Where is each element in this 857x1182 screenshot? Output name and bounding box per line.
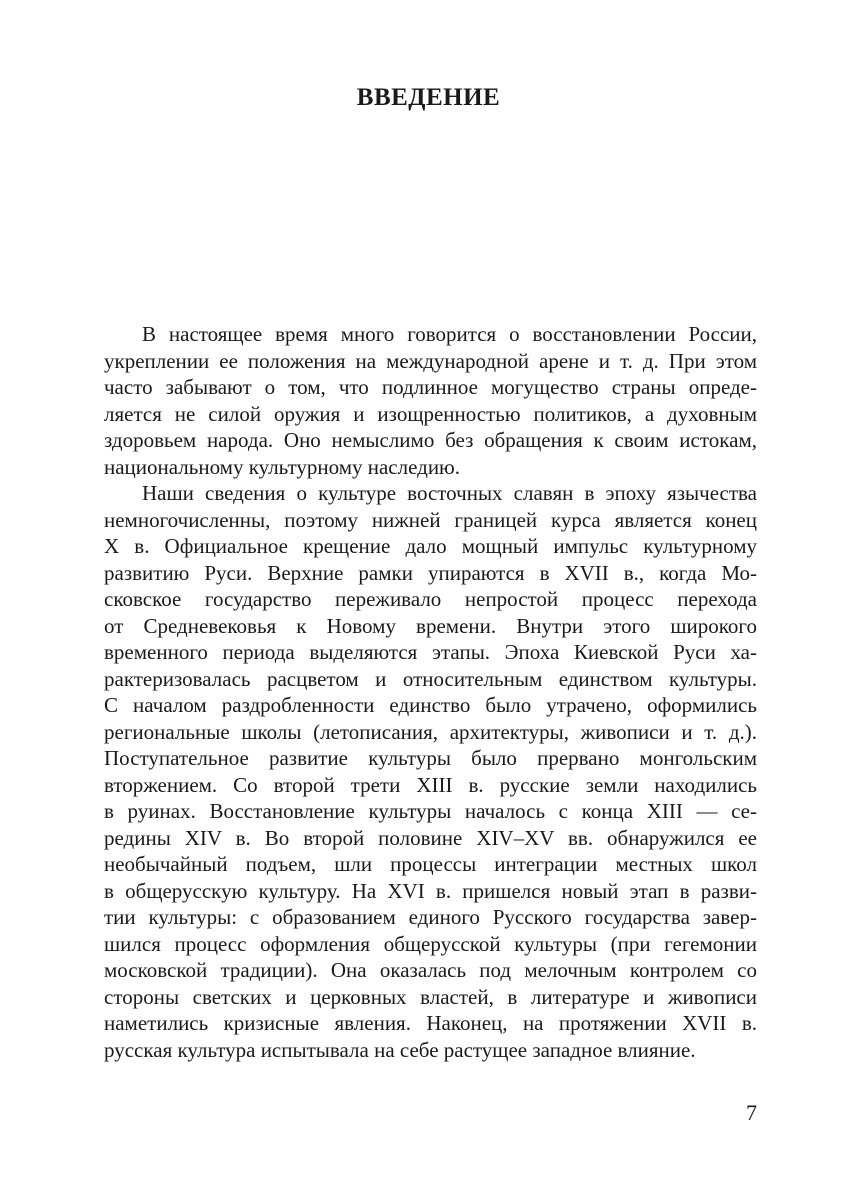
text-line: С началом раздробленности единство было утрачено, оформились: [104, 693, 757, 717]
text-line: региональные школы (летописания, архитектуры, живописи и т. д.).: [104, 719, 757, 744]
paragraph-1: [104, 321, 757, 480]
text-line: от Средневековья к Новому времени. Внутри этого широкого: [104, 613, 757, 638]
text-line: немногочисленны, поэтому нижней границей курса является конец: [104, 507, 757, 532]
text-line: В настоящее время много говорится о восстановлении России,: [142, 322, 757, 346]
text-line: наметились кризисные явления. Наконец, на протяжении XVII в.: [104, 1011, 757, 1035]
text-line: часто забывают о том, что подлинное могущество страны опреде-: [104, 375, 757, 399]
text-line: московской традиции). Она оказалась под мелочным контролем со: [104, 958, 757, 982]
text-line: сковское государство переживало непростой процесс перехода: [104, 587, 757, 611]
text-line: Наши сведения о культуре восточных славян в эпоху язычества: [142, 481, 757, 505]
text-line: редины XIV в. Во второй половине XIV–XV вв. обнаружился ее: [104, 825, 757, 850]
paragraph-2: [104, 480, 757, 1063]
text-line: ляется не силой оружия и изощренностью политиков, а духовным: [104, 401, 757, 426]
text-line: необычайный подъем, шли процессы интеграции местных школ: [104, 852, 757, 876]
text-line: национальному культурному наследию.: [104, 454, 460, 479]
body-text: [104, 321, 757, 1063]
text-line: вторжением. Со второй трети XIII в. русские земли находились: [104, 772, 757, 797]
text-line: временного периода выделяются этапы. Эпоха Киевской Руси ха-: [104, 640, 757, 664]
text-line: русская культура испытывала на себе растущее западное влияние.: [104, 1037, 696, 1062]
page-number: 7: [746, 1100, 757, 1125]
text-line: укреплении ее положения на международной арене и т. д. При этом: [104, 348, 757, 373]
text-line: развитию Руси. Верхние рамки упираются в XVII в., когда Мо-: [104, 560, 757, 585]
text-line: тии культуры: с образованием единого Русского государства завер-: [104, 905, 757, 929]
text-line: рактеризовалась расцветом и относительным единством культуры.: [104, 666, 757, 691]
chapter-title: ВВЕДЕНИЕ: [356, 84, 501, 111]
text-line: стороны светских и церковных властей, в литературе и живописи: [104, 984, 757, 1009]
text-line: в руинах. Восстановление культуры началось с конца XIII — се-: [104, 799, 757, 823]
text-line: в общерусскую культуру. На XVI в. пришелся новый этап в разви-: [104, 878, 757, 903]
text-line: Поступательное развитие культуры было прервано монгольским: [104, 746, 757, 770]
text-line: X в. Официальное крещение дало мощный импульс культурному: [104, 534, 757, 558]
text-line: шился процесс оформления общерусской культуры (при гегемонии: [104, 931, 757, 956]
text-line: здоровьем народа. Оно немыслимо без обращения к своим истокам,: [104, 428, 757, 452]
